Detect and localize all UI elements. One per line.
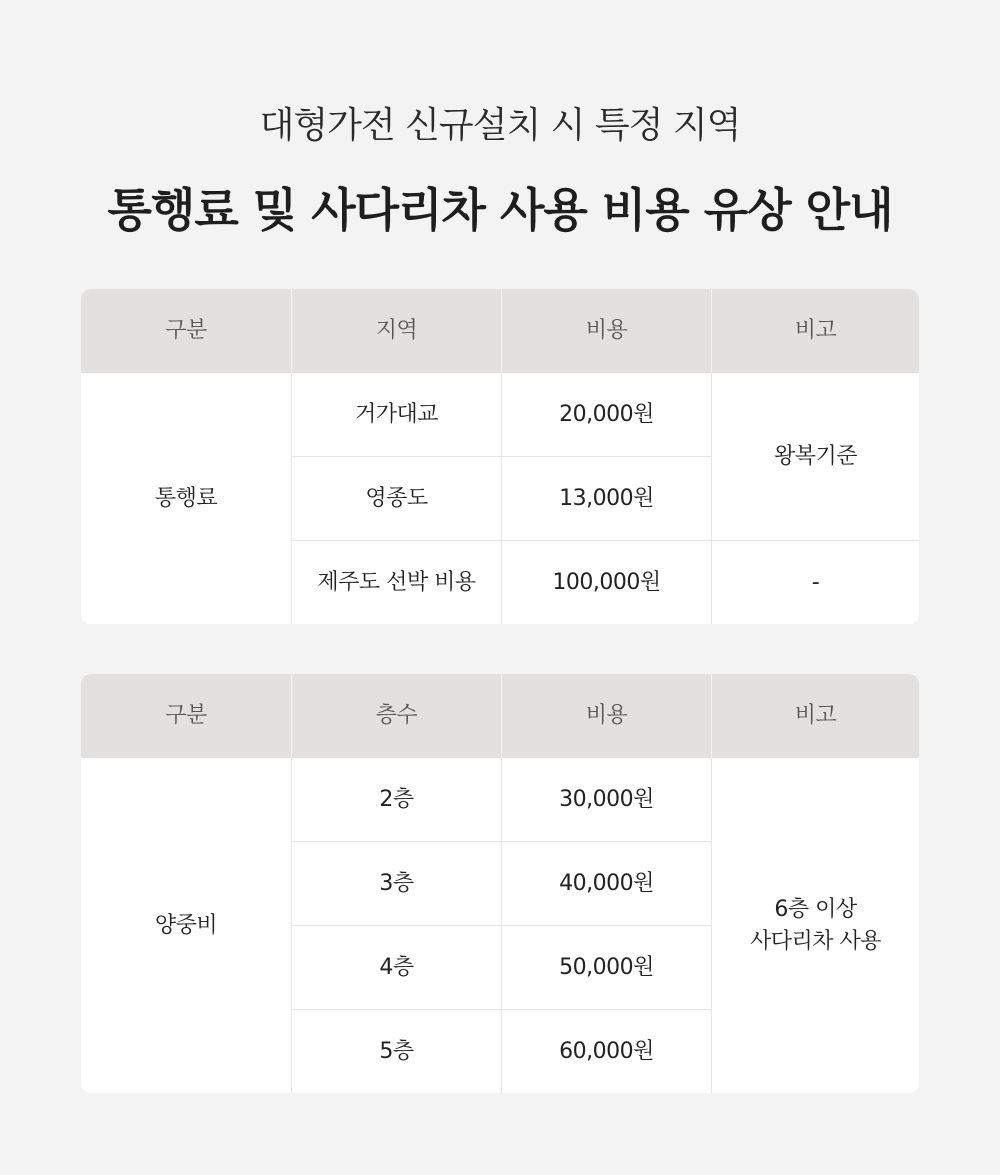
column-header-cost: 비용	[501, 289, 711, 373]
cost-cell: 40,000원	[501, 841, 711, 925]
note-cell-round-trip: 왕복기준	[711, 373, 919, 540]
category-cell-lifting: 양중비	[154, 912, 218, 938]
note-cell-dash: -	[711, 540, 919, 624]
page-title: 통행료 및 사다리차 사용 비용 유상 안내	[107, 183, 893, 237]
column-header-note: 비고	[711, 289, 919, 373]
table-header-row	[81, 289, 919, 373]
column-header-note: 비고	[711, 674, 919, 758]
region-cell: 영종도	[291, 456, 501, 540]
cost-cell: 20,000원	[501, 373, 711, 456]
toll-fee-table	[81, 289, 919, 624]
region-cell: 거가대교	[291, 373, 501, 456]
floor-cell: 4층	[291, 925, 501, 1009]
floor-cell: 5층	[291, 1009, 501, 1093]
note-cell-ladder-truck	[711, 758, 919, 1093]
note-line: 6층 이상	[774, 896, 857, 922]
cost-cell: 30,000원	[501, 758, 711, 841]
table-row	[81, 758, 919, 841]
table-header-row	[81, 674, 919, 758]
floor-cell: 2층	[291, 758, 501, 841]
table-row	[81, 373, 919, 456]
column-header-floor: 층수	[291, 674, 501, 758]
category-cell-toll: 통행료	[154, 485, 218, 511]
lifting-fee-table	[81, 674, 919, 1093]
region-cell: 제주도 선박 비용	[291, 540, 501, 624]
column-header-category: 구분	[81, 674, 291, 758]
cost-cell: 100,000원	[501, 540, 711, 624]
cost-cell: 50,000원	[501, 925, 711, 1009]
cost-cell: 13,000원	[501, 456, 711, 540]
column-header-region: 지역	[291, 289, 501, 373]
cost-cell: 60,000원	[501, 1009, 711, 1093]
note-line: 사다리차 사용	[749, 928, 881, 954]
column-header-category: 구분	[81, 289, 291, 373]
page-subtitle: 대형가전 신규설치 시 특정 지역	[259, 105, 741, 146]
column-header-cost: 비용	[501, 674, 711, 758]
floor-cell: 3층	[291, 841, 501, 925]
